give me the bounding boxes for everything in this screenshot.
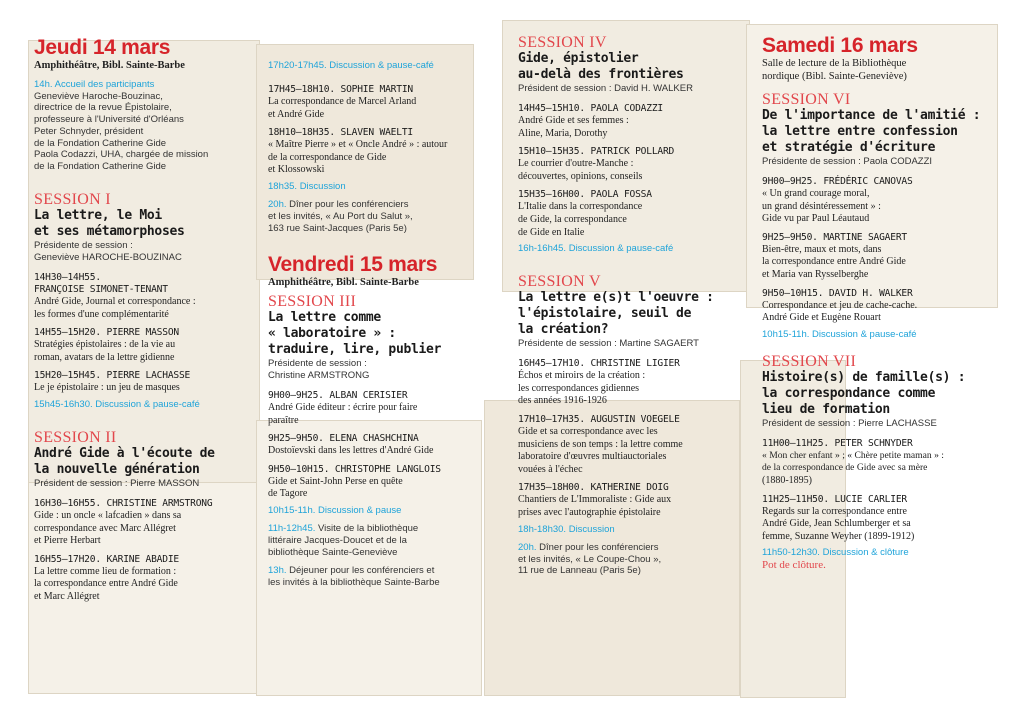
- talk-speaker: 9H25–9H50. MARTINE SAGAERT: [762, 231, 907, 243]
- talk-description: Bien-être, maux et mots, dans: [762, 243, 882, 255]
- talk-description: Échos et miroirs de la création :: [518, 370, 646, 382]
- talk-description: femme, Suzanne Weyher (1899-1912): [762, 530, 915, 542]
- welcome-time: 14h. Accueil des participants: [34, 78, 155, 90]
- break-line: 16h-16h45. Discussion & pause-café: [518, 243, 674, 255]
- talk-speaker: 9H50–10H15. CHRISTOPHE LANGLOIS: [268, 463, 441, 475]
- talk-description: de Gide en Italie: [518, 226, 585, 238]
- talk-description: laboratoire d'œuvres multiauctoriales: [518, 451, 667, 463]
- talk-description: un grand désintéressement » :: [762, 200, 881, 212]
- session-title-line: André Gide à l'écoute de: [34, 446, 215, 462]
- column-saturday: [762, 34, 1002, 572]
- talk-description: et André Gide: [268, 108, 325, 120]
- lunch-line: [268, 565, 492, 577]
- column-friday-morning: [268, 60, 492, 588]
- session-label: SESSION VI: [762, 91, 851, 108]
- discussion-line: 18h35. Discussion: [268, 180, 346, 192]
- dinner-line: 163 rue Saint-Jacques (Paris 5e): [268, 222, 407, 234]
- dinner-line: 11 rue de Lanneau (Paris 5e): [518, 565, 641, 577]
- session-title-line: et stratégie d'écriture: [762, 140, 936, 155]
- talk-description: musiciens de son temps : la lettre comme: [518, 438, 683, 450]
- lunch-text: Déjeuner pour les conférenciers et: [286, 564, 435, 576]
- session-title-line: La lettre comme: [268, 310, 381, 326]
- talk-description: Gide et Saint-John Perse en quête: [268, 475, 403, 487]
- lunch-time: 13h.: [268, 564, 287, 576]
- talk-description: Gide et sa correspondance avec les: [518, 425, 658, 437]
- venue-friday: Amphithéâtre, Bibl. Sainte-Barbe: [268, 276, 419, 288]
- talk-speaker: 17H35–18H00. KATHERINE DOIG: [518, 482, 669, 494]
- talk-description: Dostoïevski dans les lettres d'André Gide: [268, 445, 434, 457]
- talk-speaker: 16H30–16H55. CHRISTINE ARMSTRONG: [34, 498, 213, 510]
- session-label: SESSION II: [34, 429, 117, 447]
- break-line: 10h15-11h. Discussion & pause-café: [762, 328, 917, 340]
- session-title-line: « laboratoire » :: [268, 326, 396, 342]
- talk-speaker: 16H45–17H10. CHRISTINE LIGIER: [518, 358, 680, 370]
- session-title-line: traduire, lire, publier: [268, 342, 442, 358]
- break-line: 17h20-17h45. Discussion & pause-café: [268, 60, 434, 71]
- talk-speaker: 14H55–15H20. PIERRE MASSON: [34, 327, 179, 339]
- day-title-saturday: Samedi 16 mars: [762, 34, 918, 57]
- talk-description: Aline, Maria, Dorothy: [518, 127, 608, 139]
- session-title-line: De l'importance de l'amitié :: [762, 108, 981, 123]
- welcome-line: professeure à l'Université d'Orléans: [34, 114, 184, 126]
- talk-speaker: 18H10–18H35. SLAVEN WAELTI: [268, 127, 413, 139]
- talk-description: roman, avatars de la lettre gidienne: [34, 351, 175, 363]
- talk-description: André Gide, Journal et correspondance :: [34, 296, 196, 308]
- talk-description: « Mon cher enfant » ; « Chère petite maman » :: [762, 449, 944, 461]
- talk-speaker: 16H55–17H20. KARINE ABADIE: [34, 553, 179, 565]
- talk-speaker: 9H50–10H15. DAVID H. WALKER: [762, 287, 913, 299]
- talk-description: Correspondance et jeu de cache-cache.: [762, 299, 918, 311]
- talk-description: La lettre comme lieu de formation :: [34, 565, 177, 577]
- column-thursday: [34, 36, 260, 604]
- talk-speaker: 15H10–15H35. PATRICK POLLARD: [518, 146, 675, 158]
- talk-speaker: 9H25–9H50. ELENA CHASHCHINA: [268, 433, 419, 445]
- talk-description: André Gide et Eugène Rouart: [762, 312, 881, 324]
- talk-speaker: 17H45–18H10. SOPHIE MARTIN: [268, 84, 413, 95]
- break-line: 11h50-12h30. Discussion & clôture: [762, 547, 909, 559]
- talk-speaker: 17H10–17H35. AUGUSTIN VOEGELE: [518, 413, 680, 425]
- session-title-line: et ses métamorphoses: [34, 224, 185, 240]
- visit-line: littéraire Jacques-Doucet et de la: [268, 535, 407, 547]
- talk-description: des années 1916-1926: [518, 395, 607, 407]
- talk-description: la correspondance entre André Gide: [34, 578, 178, 590]
- visit-time: 11h-12h45.: [268, 523, 316, 535]
- talk-description: « Maître Pierre » et « Oncle André » : autour: [268, 139, 448, 151]
- day-title-thursday: Jeudi 14 mars: [34, 36, 171, 59]
- dinner-line: et les invités, « Le Coupe-Chou »,: [518, 553, 662, 565]
- talk-description: et Maria van Rysselberghe: [762, 268, 869, 280]
- column-friday-afternoon: [518, 34, 748, 577]
- talk-description: « Un grand courage moral,: [762, 188, 870, 199]
- talk-description: les correspondances gidiennes: [518, 382, 640, 394]
- session-title-line: La lettre e(s)t l'oeuvre :: [518, 290, 714, 306]
- talk-speaker: 14H45–15H10. PAOLA CODAZZI: [518, 103, 663, 114]
- talk-speaker: 14H30–14H55.: [34, 272, 101, 284]
- talk-description: et Marc Allégret: [34, 591, 100, 603]
- dinner-text: Dîner pour les conférenciers: [286, 198, 409, 210]
- dinner-line: et les invités, « Au Port du Salut »,: [268, 210, 413, 222]
- session-president: Geneviève HAROCHE-BOUZINAC: [34, 252, 182, 264]
- talk-description: André Gide éditeur : écrire pour faire: [268, 402, 418, 414]
- session-title-line: Histoire(s) de famille(s) :: [762, 369, 966, 385]
- talk-description: Le courrier d'outre-Manche :: [518, 158, 634, 170]
- session-label: SESSION IV: [518, 34, 607, 51]
- closing-line: Pot de clôture.: [762, 559, 826, 572]
- talk-speaker: 15H20–15H45. PIERRE LACHASSE: [34, 370, 191, 382]
- session-title-line: la nouvelle génération: [34, 462, 200, 478]
- talk-speaker: FRANÇOISE SIMONET-TENANT: [34, 284, 168, 296]
- break-line: 10h15-11h. Discussion & pause: [268, 505, 402, 517]
- talk-description: André Gide, Jean Schlumberger et sa: [762, 518, 911, 530]
- venue-saturday: nordique (Bibl. Sainte-Geneviève): [762, 70, 907, 82]
- session-president: Président de session : Pierre MASSON: [34, 478, 200, 490]
- venue-saturday: Salle de lecture de la Bibliothèque: [762, 58, 907, 69]
- talk-description: Stratégies épistolaires : de la vie au: [34, 339, 176, 351]
- welcome-line: Geneviève Haroche-Bouzinac,: [34, 90, 163, 102]
- session-title-line: la lettre entre confession: [762, 124, 958, 139]
- talk-description: L'Italie dans la correspondance: [518, 201, 643, 213]
- day-title-friday: Vendredi 15 mars: [268, 252, 438, 276]
- session-president: Présidente de session : Martine SAGAERT: [518, 338, 699, 350]
- welcome-line: de la Fondation Catherine Gide: [34, 137, 167, 149]
- session-title-line: l'épistolaire, seuil de: [518, 306, 692, 322]
- talk-description: vouées à l'échec: [518, 463, 583, 475]
- talk-description: (1880-1895): [762, 474, 812, 486]
- session-title-line: lieu de formation: [762, 401, 890, 417]
- talk-speaker: 11H00–11H25. PETER SCHNYDER: [762, 437, 913, 449]
- welcome-line: Paola Codazzi, UHA, chargée de mission: [34, 149, 209, 161]
- session-president: Président de session : Pierre LACHASSE: [762, 417, 937, 429]
- session-label: SESSION I: [34, 191, 111, 209]
- visit-line: bibliothèque Sainte-Geneviève: [268, 546, 398, 558]
- dinner-time: 20h.: [518, 541, 537, 553]
- session-president: Christine ARMSTRONG: [268, 370, 370, 382]
- session-president: Président de session : David H. WALKER: [518, 83, 693, 94]
- talk-description: de la correspondance de Gide avec sa mère: [762, 462, 928, 474]
- venue-thursday: Amphithéâtre, Bibl. Sainte-Barbe: [34, 60, 185, 71]
- talk-description: et Pierre Herbart: [34, 535, 101, 547]
- talk-description: et Klossowski: [268, 164, 325, 176]
- talk-description: correspondance avec Marc Allégret: [34, 522, 176, 534]
- dinner-line: [268, 199, 492, 211]
- talk-description: la correspondance entre André Gide: [762, 256, 906, 268]
- talk-description: découvertes, opinions, conseils: [518, 170, 643, 182]
- talk-description: Regards sur la correspondance entre: [762, 505, 907, 517]
- break-line: 18h-18h30. Discussion: [518, 523, 615, 535]
- visit-line: [268, 523, 492, 535]
- session-president: Présidente de session : Paola CODAZZI: [762, 156, 933, 167]
- talk-description: de Gide, la correspondance: [518, 213, 627, 225]
- session-title-line: la correspondance comme: [762, 385, 936, 401]
- break-line: 15h45-16h30. Discussion & pause-café: [34, 399, 200, 411]
- talk-speaker: 15H35–16H00. PAOLA FOSSA: [518, 189, 652, 201]
- session-title-line: au-delà des frontières: [518, 67, 684, 82]
- talk-description: Chantiers de L'Immoraliste : Gide aux: [518, 494, 672, 506]
- welcome-line: directrice de la revue Épistolaire,: [34, 102, 172, 114]
- talk-description: Gide vu par Paul Léautaud: [762, 213, 870, 225]
- session-title-line: La lettre, le Moi: [34, 208, 162, 224]
- session-president: Présidente de session :: [268, 358, 367, 370]
- talk-description: La correspondance de Marcel Arland: [268, 96, 417, 107]
- talk-description: André Gide et ses femmes :: [518, 115, 629, 126]
- welcome-line: de la Fondation Catherine Gide: [34, 161, 167, 173]
- dinner-text: Dîner pour les conférenciers: [536, 541, 659, 553]
- dinner-time: 20h.: [268, 198, 287, 210]
- session-title-line: Gide, épistolier: [518, 51, 639, 66]
- talk-speaker: 11H25–11H50. LUCIE CARLIER: [762, 493, 907, 505]
- talk-description: les formes d'une complémentarité: [34, 308, 169, 320]
- talk-description: de Tagore: [268, 488, 308, 500]
- dinner-line: [518, 542, 748, 554]
- session-label: SESSION III: [268, 293, 357, 311]
- session-label: SESSION VII: [762, 352, 857, 370]
- talk-speaker: 9H00–9H25. FRÉDÉRIC CANOVAS: [762, 176, 913, 187]
- lunch-line: les invités à la bibliothèque Sainte-Barbe: [268, 576, 440, 588]
- session-president: Présidente de session :: [34, 240, 133, 252]
- session-title-line: la création?: [518, 322, 609, 338]
- talk-speaker: 9H00–9H25. ALBAN CERISIER: [268, 390, 408, 402]
- welcome-line: Peter Schnyder, président: [34, 125, 144, 137]
- talk-description: de la correspondance de Gide: [268, 151, 387, 163]
- visit-text: Visite de la bibliothèque: [315, 523, 419, 535]
- talk-description: paraître: [268, 414, 299, 426]
- session-label: SESSION V: [518, 273, 601, 291]
- talk-description: prises avec l'autographie épistolaire: [518, 506, 661, 518]
- talk-description: Gide : un oncle « lafcadien » dans sa: [34, 510, 182, 522]
- talk-description: Le je épistolaire : un jeu de masques: [34, 382, 180, 394]
